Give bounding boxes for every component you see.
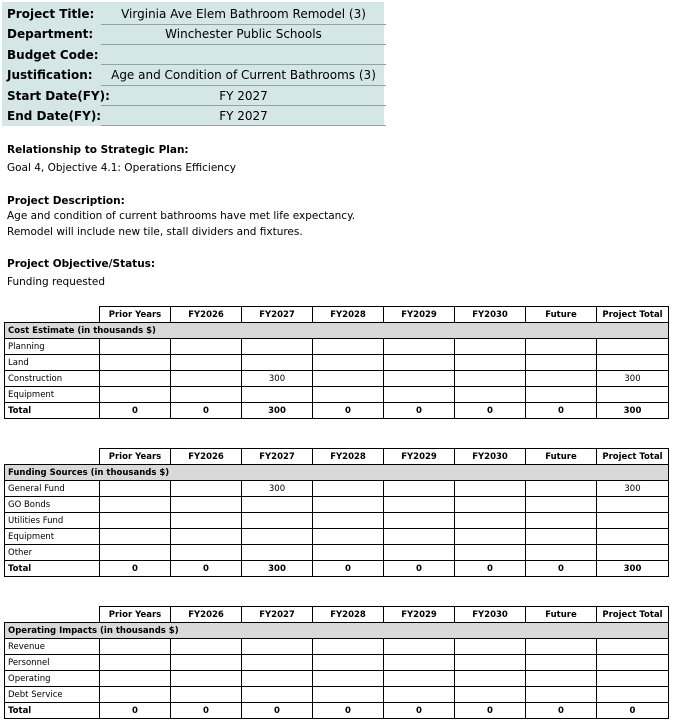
value-cell bbox=[384, 529, 455, 545]
funding-sources-table bbox=[4, 448, 669, 577]
value-cell bbox=[526, 481, 597, 497]
row-label: Debt Service bbox=[5, 687, 100, 703]
header-row-start-date bbox=[2, 86, 384, 106]
column-header: Project Total bbox=[597, 607, 669, 623]
column-header: FY2030 bbox=[455, 307, 526, 323]
value-cell bbox=[597, 355, 669, 371]
value-cell bbox=[242, 387, 313, 403]
value-cell bbox=[313, 355, 384, 371]
value-cell bbox=[242, 513, 313, 529]
value-cell bbox=[384, 339, 455, 355]
table-row bbox=[5, 687, 669, 703]
total-value-cell: 0 bbox=[384, 703, 455, 719]
value-cell bbox=[597, 387, 669, 403]
value-cell bbox=[100, 671, 171, 687]
value-cell bbox=[100, 371, 171, 387]
cost-estimate-table bbox=[4, 306, 669, 419]
value-cell bbox=[526, 513, 597, 529]
total-value-cell: 0 bbox=[384, 561, 455, 577]
row-label: Other bbox=[5, 545, 100, 561]
value-cell bbox=[171, 529, 242, 545]
total-value-cell: 0 bbox=[455, 703, 526, 719]
table-row bbox=[5, 529, 669, 545]
value-cell bbox=[171, 371, 242, 387]
value-cell bbox=[526, 639, 597, 655]
column-header: FY2027 bbox=[242, 307, 313, 323]
value-cell bbox=[526, 545, 597, 561]
value-cell bbox=[171, 339, 242, 355]
column-header: FY2026 bbox=[171, 449, 242, 465]
column-header: FY2029 bbox=[384, 449, 455, 465]
column-header: Future bbox=[526, 607, 597, 623]
value-cell bbox=[313, 387, 384, 403]
total-value-cell: 300 bbox=[242, 403, 313, 419]
value-cell bbox=[384, 639, 455, 655]
value-cell bbox=[171, 387, 242, 403]
column-header: FY2030 bbox=[455, 449, 526, 465]
total-value-cell: 0 bbox=[597, 703, 669, 719]
value-cell bbox=[455, 497, 526, 513]
value-cell bbox=[526, 371, 597, 387]
value-cell bbox=[526, 355, 597, 371]
value-cell bbox=[526, 655, 597, 671]
justification-label: Justification: bbox=[7, 68, 93, 82]
value-cell bbox=[100, 513, 171, 529]
value-cell bbox=[597, 671, 669, 687]
value-cell bbox=[171, 655, 242, 671]
value-cell bbox=[526, 339, 597, 355]
total-value-cell: 0 bbox=[100, 403, 171, 419]
strategic-plan-text: Goal 4, Objective 4.1: Operations Efficiency bbox=[7, 162, 236, 174]
department-label: Department: bbox=[7, 27, 94, 41]
total-value-cell: 0 bbox=[455, 403, 526, 419]
value-cell bbox=[313, 655, 384, 671]
total-value-cell: 0 bbox=[313, 561, 384, 577]
section-title: Cost Estimate (in thousands $) bbox=[5, 323, 669, 339]
column-header: FY2027 bbox=[242, 449, 313, 465]
value-cell bbox=[384, 655, 455, 671]
total-value-cell: 0 bbox=[313, 703, 384, 719]
value-cell bbox=[526, 671, 597, 687]
value-cell bbox=[455, 671, 526, 687]
column-header: FY2030 bbox=[455, 607, 526, 623]
value-cell bbox=[384, 371, 455, 387]
value-cell bbox=[313, 529, 384, 545]
table-row bbox=[5, 387, 669, 403]
row-label: Personnel bbox=[5, 655, 100, 671]
value-cell bbox=[242, 339, 313, 355]
row-label: General Fund bbox=[5, 481, 100, 497]
value-cell bbox=[313, 497, 384, 513]
value-cell bbox=[597, 639, 669, 655]
column-header: Prior Years bbox=[100, 449, 171, 465]
divider bbox=[101, 125, 386, 126]
total-value-cell: 300 bbox=[597, 561, 669, 577]
column-header: FY2028 bbox=[313, 607, 384, 623]
table-row bbox=[5, 371, 669, 387]
total-value-cell: 0 bbox=[384, 403, 455, 419]
value-cell bbox=[597, 545, 669, 561]
total-row bbox=[5, 403, 669, 419]
value-cell bbox=[384, 545, 455, 561]
value-cell bbox=[597, 655, 669, 671]
row-label: Land bbox=[5, 355, 100, 371]
value-cell bbox=[384, 513, 455, 529]
value-cell bbox=[171, 355, 242, 371]
value-cell bbox=[171, 687, 242, 703]
table-row bbox=[5, 513, 669, 529]
value-cell bbox=[171, 513, 242, 529]
value-cell bbox=[242, 529, 313, 545]
project-header bbox=[2, 2, 384, 126]
value-cell bbox=[242, 687, 313, 703]
value-cell bbox=[242, 355, 313, 371]
column-header: FY2028 bbox=[313, 449, 384, 465]
project-title-label: Project Title: bbox=[7, 7, 95, 21]
value-cell bbox=[384, 671, 455, 687]
header-row-justification bbox=[2, 65, 384, 85]
value-cell bbox=[313, 687, 384, 703]
total-value-cell: 0 bbox=[100, 703, 171, 719]
total-value-cell: 0 bbox=[526, 703, 597, 719]
value-cell bbox=[100, 687, 171, 703]
total-row bbox=[5, 703, 669, 719]
table-row bbox=[5, 339, 669, 355]
total-value-cell: 300 bbox=[597, 403, 669, 419]
project-description-line2: Remodel will include new tile, stall dividers and fixtures. bbox=[7, 226, 303, 238]
header-row-title bbox=[2, 4, 384, 24]
value-cell bbox=[526, 497, 597, 513]
column-header: FY2028 bbox=[313, 307, 384, 323]
total-value-cell: 0 bbox=[242, 703, 313, 719]
value-cell bbox=[313, 513, 384, 529]
value-cell bbox=[242, 639, 313, 655]
column-header-row bbox=[5, 607, 669, 623]
project-title-value: Virginia Ave Elem Bathroom Remodel (3) bbox=[121, 7, 366, 21]
value-cell bbox=[242, 497, 313, 513]
value-cell bbox=[455, 639, 526, 655]
row-label: Equipment bbox=[5, 529, 100, 545]
total-value-cell: 0 bbox=[526, 403, 597, 419]
project-objective-title: Project Objective/Status: bbox=[7, 258, 156, 270]
value-cell bbox=[100, 339, 171, 355]
value-cell bbox=[100, 387, 171, 403]
value-cell bbox=[100, 655, 171, 671]
table-row bbox=[5, 639, 669, 655]
total-value-cell: 0 bbox=[171, 561, 242, 577]
value-cell bbox=[100, 545, 171, 561]
row-label: Equipment bbox=[5, 387, 100, 403]
value-cell bbox=[526, 387, 597, 403]
column-header-row bbox=[5, 449, 669, 465]
total-label: Total bbox=[5, 561, 100, 577]
value-cell bbox=[313, 671, 384, 687]
total-value-cell: 0 bbox=[100, 561, 171, 577]
total-value-cell: 0 bbox=[313, 403, 384, 419]
value-cell bbox=[171, 671, 242, 687]
value-cell bbox=[597, 529, 669, 545]
value-cell bbox=[455, 371, 526, 387]
value-cell bbox=[597, 513, 669, 529]
value-cell bbox=[526, 687, 597, 703]
column-header: Future bbox=[526, 449, 597, 465]
table-row bbox=[5, 671, 669, 687]
end-date-label: End Date(FY): bbox=[7, 109, 102, 123]
value-cell: 300 bbox=[597, 481, 669, 497]
column-header: FY2026 bbox=[171, 607, 242, 623]
column-header: Prior Years bbox=[100, 607, 171, 623]
row-label: Utilities Fund bbox=[5, 513, 100, 529]
column-header: Project Total bbox=[597, 307, 669, 323]
budget-code-label: Budget Code: bbox=[7, 48, 99, 62]
section-header-row bbox=[5, 323, 669, 339]
total-value-cell: 0 bbox=[171, 403, 242, 419]
value-cell bbox=[455, 339, 526, 355]
value-cell bbox=[597, 687, 669, 703]
column-header: Prior Years bbox=[100, 307, 171, 323]
start-date-value: FY 2027 bbox=[219, 89, 268, 103]
value-cell bbox=[313, 481, 384, 497]
total-row bbox=[5, 561, 669, 577]
value-cell bbox=[384, 387, 455, 403]
value-cell bbox=[526, 529, 597, 545]
value-cell bbox=[455, 513, 526, 529]
strategic-plan-title: Relationship to Strategic Plan: bbox=[7, 144, 189, 156]
value-cell bbox=[455, 529, 526, 545]
project-description-title: Project Description: bbox=[7, 195, 125, 207]
operating-impacts-table bbox=[4, 606, 669, 719]
column-header: Project Total bbox=[597, 449, 669, 465]
column-header: FY2029 bbox=[384, 307, 455, 323]
value-cell bbox=[100, 355, 171, 371]
table-row bbox=[5, 655, 669, 671]
value-cell bbox=[100, 529, 171, 545]
section-title: Funding Sources (in thousands $) bbox=[5, 465, 669, 481]
table-row bbox=[5, 355, 669, 371]
header-corner-cell bbox=[5, 449, 100, 465]
department-value: Winchester Public Schools bbox=[165, 27, 322, 41]
project-objective-text: Funding requested bbox=[7, 276, 106, 288]
value-cell bbox=[171, 481, 242, 497]
value-cell bbox=[100, 481, 171, 497]
value-cell bbox=[455, 687, 526, 703]
total-value-cell: 0 bbox=[526, 561, 597, 577]
row-label: Planning bbox=[5, 339, 100, 355]
value-cell bbox=[100, 639, 171, 655]
column-header-row bbox=[5, 307, 669, 323]
header-row-end-date bbox=[2, 106, 384, 126]
header-row-department bbox=[2, 24, 384, 44]
value-cell bbox=[313, 371, 384, 387]
section-title: Operating Impacts (in thousands $) bbox=[5, 623, 669, 639]
column-header: FY2029 bbox=[384, 607, 455, 623]
value-cell bbox=[313, 639, 384, 655]
column-header: FY2027 bbox=[242, 607, 313, 623]
header-corner-cell bbox=[5, 307, 100, 323]
value-cell bbox=[171, 497, 242, 513]
total-label: Total bbox=[5, 703, 100, 719]
total-value-cell: 0 bbox=[455, 561, 526, 577]
header-corner-cell bbox=[5, 607, 100, 623]
row-label: Construction bbox=[5, 371, 100, 387]
value-cell bbox=[597, 497, 669, 513]
total-value-cell: 300 bbox=[242, 561, 313, 577]
total-value-cell: 0 bbox=[171, 703, 242, 719]
value-cell bbox=[455, 481, 526, 497]
start-date-label: Start Date(FY): bbox=[7, 89, 110, 103]
value-cell bbox=[384, 355, 455, 371]
value-cell bbox=[455, 355, 526, 371]
value-cell bbox=[455, 387, 526, 403]
value-cell bbox=[384, 481, 455, 497]
table-row bbox=[5, 481, 669, 497]
value-cell bbox=[313, 545, 384, 561]
value-cell bbox=[597, 339, 669, 355]
section-header-row bbox=[5, 623, 669, 639]
row-label: GO Bonds bbox=[5, 497, 100, 513]
value-cell bbox=[455, 655, 526, 671]
end-date-value: FY 2027 bbox=[219, 109, 268, 123]
value-cell bbox=[100, 497, 171, 513]
section-header-row bbox=[5, 465, 669, 481]
value-cell bbox=[384, 497, 455, 513]
column-header: FY2026 bbox=[171, 307, 242, 323]
value-cell bbox=[455, 545, 526, 561]
value-cell: 300 bbox=[242, 481, 313, 497]
justification-value: Age and Condition of Current Bathrooms (3) bbox=[111, 68, 376, 82]
value-cell: 300 bbox=[597, 371, 669, 387]
table-row bbox=[5, 497, 669, 513]
row-label: Revenue bbox=[5, 639, 100, 655]
header-row-budget-code bbox=[2, 45, 384, 65]
column-header: Future bbox=[526, 307, 597, 323]
value-cell bbox=[171, 639, 242, 655]
table-row bbox=[5, 545, 669, 561]
value-cell bbox=[242, 655, 313, 671]
value-cell bbox=[313, 339, 384, 355]
value-cell bbox=[242, 545, 313, 561]
value-cell: 300 bbox=[242, 371, 313, 387]
value-cell bbox=[171, 545, 242, 561]
project-description-line1: Age and condition of current bathrooms have met life expectancy. bbox=[7, 210, 356, 222]
value-cell bbox=[242, 671, 313, 687]
row-label: Operating bbox=[5, 671, 100, 687]
value-cell bbox=[384, 687, 455, 703]
total-label: Total bbox=[5, 403, 100, 419]
